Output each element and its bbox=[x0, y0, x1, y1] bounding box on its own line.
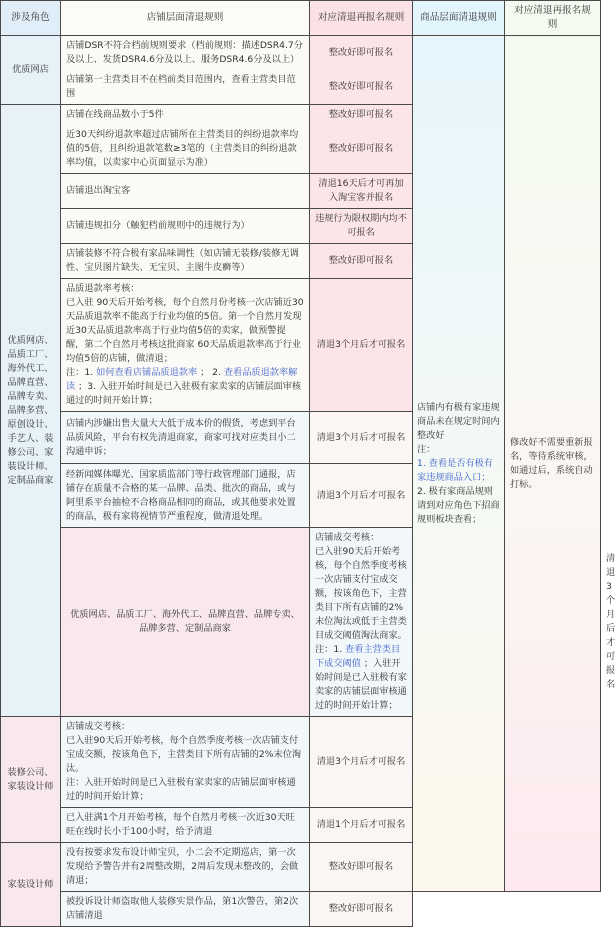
rule-title: 店铺成交考核： bbox=[66, 721, 131, 732]
rule-cell bbox=[61, 717, 310, 808]
role-cell: 装修公司、家装设计师 bbox=[1, 717, 61, 843]
role-cell: 优质网店 bbox=[1, 36, 61, 105]
note-suffix: ；3. 入驻开始时间是已入驻极有家卖家的店铺层面审核通过的时间开始计算； bbox=[66, 381, 302, 406]
reg-cell: 清退16天后才可再加入淘宝客并报名 bbox=[310, 174, 413, 209]
reg-cell: 清退3个月后才可报名 bbox=[310, 412, 413, 464]
reg-cell: 整改好即可报名 bbox=[310, 36, 413, 71]
table-row: 优质网店、品质工厂、海外代工、品牌直营、品牌专卖、品牌多营、定制品商家 店铺成交考核： 已入驻90天后开始考核，每个自然季度考核一次店铺支付宝成交额，按该角色下，主营类目下所有店铺的2%末位淘汰或低于主营类目成交阈值淘汰商家。 注：1. 查看主营类目下成交阈值 ；入驻开始时间是已入驻极有家卖家的店铺层面审核通过的时间开始计算； 清退3个月后才可报名 bbox=[1, 528, 601, 717]
note-prefix: 注：入驻开始时间是已入驻极有家卖家的店铺层面审核通过的时间开始计算； bbox=[66, 777, 296, 802]
role-cell: 优质网店、品质工厂、海外代工、品牌直营、品牌专卖、品牌多营、原创设计、手艺人、装修公司、家装设计师、定制品商家 bbox=[1, 105, 61, 717]
rule-cell: 经新闻媒体曝光、国家质监部门等行政管理部门通报，店铺存在质量不合格的某一品牌、品类、批次的商品，或与阿里系平台抽检不合格商品相同的商品，或其他要求处置的商品，极有家将视情节严重程度，做清退处理。 bbox=[61, 464, 310, 528]
note-prefix: 注：1. bbox=[66, 367, 94, 378]
rule-cell bbox=[61, 279, 310, 412]
rule-cell: 店铺内涉嫌出售大量大大低于成本价的假货，考虑到平台品质风险，平台有权先清退商家，商家可找对应类目小二沟通申诉； bbox=[61, 412, 310, 464]
note-prefix: 注：1. bbox=[315, 644, 343, 655]
rule-cell: 被投诉设计师盗取他人装修实景作品，第1次警告，第2次店铺清退 bbox=[61, 892, 310, 927]
goods-violation-link[interactable]: 1. 查看是否有极有家违规商品入口； bbox=[417, 457, 493, 483]
rule-title: 店铺成交考核： bbox=[315, 532, 380, 543]
table-row bbox=[1, 892, 601, 927]
rule-cell: 店铺第一主营类目不在档前类目范围内，查看主营类目范围 bbox=[61, 70, 310, 105]
goods-reg-cell: 修改好不需要重新报名，等待系统审核，如通过后，系统自动打标。 bbox=[505, 36, 601, 892]
rule-cell: 已入驻满1个月开始考核，每个自然月考核一次近30天旺旺在线时长小于100小时，给予清退 bbox=[61, 808, 310, 843]
turnover-threshold-link[interactable]: 查看主营类目下成交阈值 bbox=[315, 644, 401, 669]
reg-cell: 清退3个月后才可报名 bbox=[310, 717, 413, 808]
role-cell: 优质网店、品质工厂、海外代工、品牌直营、品牌专卖、品牌多营、定制品商家 bbox=[61, 528, 310, 717]
reg-cell: 整改好即可报名 bbox=[310, 244, 413, 279]
note-mid: ； 2. bbox=[200, 367, 221, 378]
header-goods-reg: 对应清退再报名规则 bbox=[505, 1, 601, 36]
goods-rule-text: 店铺内有极有家违规商品未在规定时间内整改好 bbox=[417, 401, 500, 441]
rule-cell: 店铺DSR不符合档前规则要求（档前规则：描述DSR4.7分及以上、发货DSR4.6分及以上、服务DSR4.6分及以上） bbox=[61, 36, 310, 71]
goods-rule-cell bbox=[413, 36, 505, 892]
reg-cell: 整改好即可报名 bbox=[310, 892, 413, 927]
refund-rate-howto-link[interactable]: 如何查看店铺品质退款率 bbox=[96, 367, 198, 378]
table-row bbox=[1, 36, 601, 71]
rule-text: 已入驻90天后开始考核，每个自然季度考核一次店铺支付宝成交额，按该角色下，主营类目下所有店铺的2%末位淘汰或低于主营类目成交阈值淘汰商家。 bbox=[315, 546, 407, 641]
header-store-rule: 店铺层面清退规则 bbox=[61, 1, 310, 36]
header-store-reg: 对应清退再报名规则 bbox=[310, 1, 413, 36]
rule-cell: 近30天纠纷退款率超过店铺所在主营类目的纠纷退款率均值的5倍，且纠纷退款笔数≥3笔的（主营类目的纠纷退款率均值，以卖家中心页面显示为准） bbox=[61, 125, 310, 174]
rule-cell: 店铺退出淘宝客 bbox=[61, 174, 310, 209]
rule-text: 已入驻 90天后开始考核，每个自然月份考核一次店铺近30天品质退款率不能高于行业均值的5倍。第一个自然月发现近30天品质退款率高于行业均值5倍的卖家，做预警提醒，第二个自然月考核这批商家 60天品质退款率高于行业均值5倍的店铺，做清退； bbox=[66, 297, 304, 364]
rule-cell: 店铺装修不符合极有家品味调性（如店铺无装修/装修无调性、宝贝图片缺失、无宝贝、主图牛皮癣等） bbox=[61, 244, 310, 279]
note-suffix: ；入驻开始时间是已入驻极有家卖家的店铺层面审核通过的时间开始计算； bbox=[315, 658, 407, 711]
reg-cell: 整改好即可报名 bbox=[310, 125, 413, 174]
refund-rate-interpret-link[interactable]: 查看品质退款率解读 bbox=[66, 367, 298, 392]
rule-title: 品质退款率考核： bbox=[66, 283, 140, 294]
reg-cell: 整改好即可报名 bbox=[310, 70, 413, 105]
rule-cell: 店铺违规扣分（触犯档前规则中的违规行为） bbox=[61, 209, 310, 244]
header-role: 涉及角色 bbox=[1, 1, 61, 36]
reg-cell: 整改好即可报名 bbox=[310, 105, 413, 126]
rule-text: 已入驻90天后开始考核，每个自然季度考核一次店铺支付宝成交额，按该角色下，主营类目下所有店铺的2%末位淘汰。 bbox=[66, 735, 302, 774]
rule-cell bbox=[310, 528, 413, 717]
rule-cell: 店铺在线商品数小于5件 bbox=[61, 105, 310, 126]
reg-cell: 违规行为限权期内均不可报名 bbox=[310, 209, 413, 244]
rule-cell: 没有按要求发布设计师宝贝，小二会不定期巡店，第一次发现给予警告并有2周整改期，2周后发现未整改的，会做清退； bbox=[61, 843, 310, 892]
header-row bbox=[1, 1, 601, 36]
goods-note-2: 2. 极有家商品规则请到对应角色下招商规则板块查看； bbox=[417, 485, 500, 525]
reg-cell: 清退3个月后才可报名 bbox=[310, 464, 413, 528]
header-goods-rule: 商品层面清退规则 bbox=[413, 1, 505, 36]
reg-cell: 清退3个月后才可报名 bbox=[310, 279, 413, 412]
reg-cell: 清退1个月后才可报名 bbox=[310, 808, 413, 843]
goods-note-label: 注： bbox=[417, 443, 436, 455]
reg-cell: 整改好即可报名 bbox=[310, 843, 413, 892]
role-cell: 家装设计师 bbox=[1, 843, 61, 927]
